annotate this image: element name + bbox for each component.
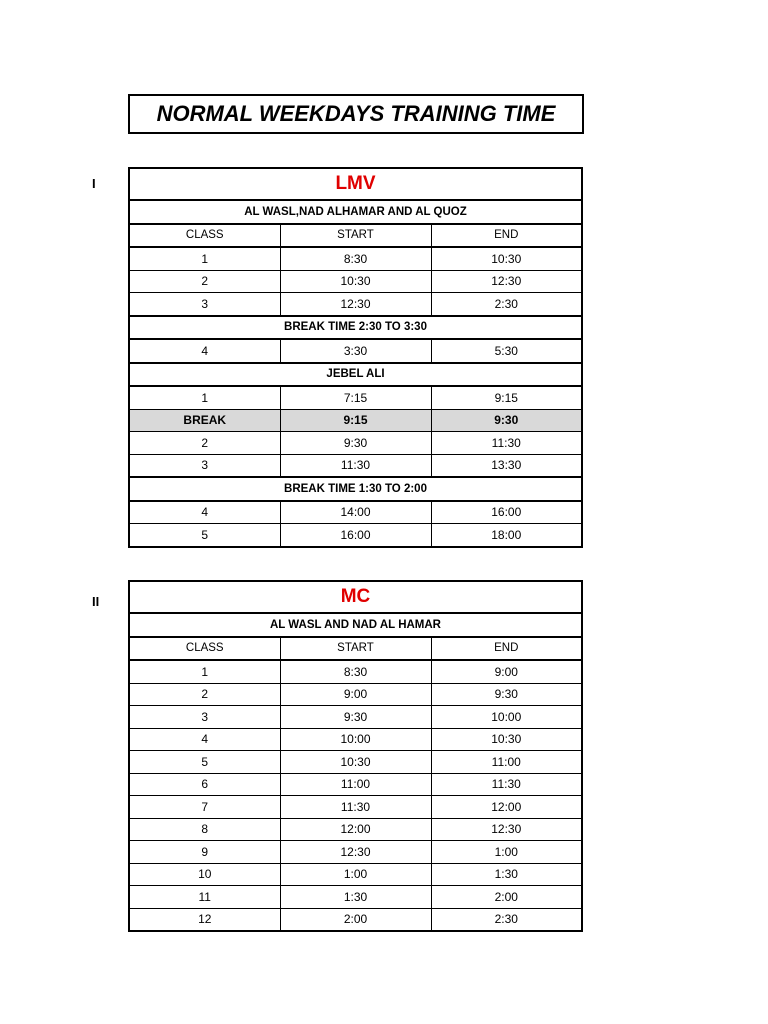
table-row xyxy=(129,863,582,886)
end-time-cell: 11:00 xyxy=(431,751,582,774)
class-cell: 4 xyxy=(129,728,280,751)
table-row xyxy=(129,841,582,864)
end-time-cell: 9:15 xyxy=(431,386,582,409)
start-time-cell: 16:00 xyxy=(280,524,431,547)
class-cell: 1 xyxy=(129,386,280,409)
table-row xyxy=(129,409,582,432)
class-cell: 5 xyxy=(129,524,280,547)
end-time-cell: 1:30 xyxy=(431,863,582,886)
start-time-cell: 11:30 xyxy=(280,796,431,819)
start-time-cell: 9:00 xyxy=(280,683,431,706)
start-time-cell: 9:30 xyxy=(280,432,431,455)
mc-schedule-table xyxy=(128,580,583,932)
start-time-cell: 7:15 xyxy=(280,386,431,409)
start-time-cell: 10:00 xyxy=(280,728,431,751)
end-time-cell: 2:30 xyxy=(431,908,582,931)
end-time-cell: 1:00 xyxy=(431,841,582,864)
location-heading: AL WASL AND NAD AL HAMAR xyxy=(129,613,582,637)
start-time-cell: 8:30 xyxy=(280,247,431,270)
table-row xyxy=(129,501,582,524)
column-header-class: CLASS xyxy=(129,224,280,248)
location-heading: AL WASL,NAD ALHAMAR AND AL QUOZ xyxy=(129,200,582,224)
table-row xyxy=(129,908,582,931)
end-time-cell: 9:30 xyxy=(431,683,582,706)
end-time-cell: 12:00 xyxy=(431,796,582,819)
start-time-cell: 3:30 xyxy=(280,339,431,363)
table-row xyxy=(129,247,582,270)
class-cell: 3 xyxy=(129,293,280,316)
table-row xyxy=(129,524,582,547)
table-row xyxy=(129,818,582,841)
class-cell: 11 xyxy=(129,886,280,909)
class-cell: 2 xyxy=(129,683,280,706)
break-time-note: BREAK TIME 2:30 TO 3:30 xyxy=(129,316,582,340)
break-time-note: BREAK TIME 1:30 TO 2:00 xyxy=(129,477,582,501)
table-row xyxy=(129,339,582,363)
class-cell: 5 xyxy=(129,751,280,774)
table-row xyxy=(129,454,582,477)
section-numeral: II xyxy=(92,594,100,609)
end-time-cell: 10:30 xyxy=(431,728,582,751)
table-row xyxy=(129,773,582,796)
column-header-start: START xyxy=(280,224,431,248)
end-time-cell: 5:30 xyxy=(431,339,582,363)
end-time-cell: 16:00 xyxy=(431,501,582,524)
start-time-cell: 14:00 xyxy=(280,501,431,524)
class-cell: 2 xyxy=(129,270,280,293)
table-row xyxy=(129,432,582,455)
start-time-cell: 9:15 xyxy=(280,409,431,432)
start-time-cell: 10:30 xyxy=(280,751,431,774)
end-time-cell: 11:30 xyxy=(431,773,582,796)
class-cell: 2 xyxy=(129,432,280,455)
table-row xyxy=(129,660,582,683)
start-time-cell: 2:00 xyxy=(280,908,431,931)
section-title: MC xyxy=(129,581,582,613)
start-time-cell: 8:30 xyxy=(280,660,431,683)
column-header-start: START xyxy=(280,637,431,661)
class-cell: 3 xyxy=(129,706,280,729)
end-time-cell: 9:00 xyxy=(431,660,582,683)
class-cell: 1 xyxy=(129,247,280,270)
start-time-cell: 10:30 xyxy=(280,270,431,293)
start-time-cell: 11:30 xyxy=(280,454,431,477)
table-row xyxy=(129,886,582,909)
class-cell: 1 xyxy=(129,660,280,683)
table-row xyxy=(129,293,582,316)
column-header-end: END xyxy=(431,637,582,661)
end-time-cell: 13:30 xyxy=(431,454,582,477)
end-time-cell: 12:30 xyxy=(431,818,582,841)
table-row xyxy=(129,751,582,774)
class-cell: 9 xyxy=(129,841,280,864)
end-time-cell: 10:00 xyxy=(431,706,582,729)
section-title: LMV xyxy=(129,168,582,200)
class-cell: BREAK xyxy=(129,409,280,432)
start-time-cell: 9:30 xyxy=(280,706,431,729)
table-row xyxy=(129,728,582,751)
end-time-cell: 11:30 xyxy=(431,432,582,455)
column-header-class: CLASS xyxy=(129,637,280,661)
start-time-cell: 11:00 xyxy=(280,773,431,796)
end-time-cell: 10:30 xyxy=(431,247,582,270)
section-numeral: I xyxy=(92,176,96,191)
location-heading: JEBEL ALI xyxy=(129,363,582,387)
start-time-cell: 1:00 xyxy=(280,863,431,886)
table-row xyxy=(129,683,582,706)
class-cell: 4 xyxy=(129,501,280,524)
table-row xyxy=(129,706,582,729)
class-cell: 8 xyxy=(129,818,280,841)
lmv-schedule-table xyxy=(128,167,583,548)
class-cell: 12 xyxy=(129,908,280,931)
table-row xyxy=(129,386,582,409)
class-cell: 7 xyxy=(129,796,280,819)
class-cell: 6 xyxy=(129,773,280,796)
start-time-cell: 12:30 xyxy=(280,841,431,864)
column-header-end: END xyxy=(431,224,582,248)
end-time-cell: 12:30 xyxy=(431,270,582,293)
end-time-cell: 2:30 xyxy=(431,293,582,316)
start-time-cell: 1:30 xyxy=(280,886,431,909)
table-row xyxy=(129,270,582,293)
page-title: NORMAL WEEKDAYS TRAINING TIME xyxy=(128,94,584,134)
table-row xyxy=(129,796,582,819)
end-time-cell: 9:30 xyxy=(431,409,582,432)
class-cell: 4 xyxy=(129,339,280,363)
start-time-cell: 12:00 xyxy=(280,818,431,841)
class-cell: 10 xyxy=(129,863,280,886)
end-time-cell: 2:00 xyxy=(431,886,582,909)
end-time-cell: 18:00 xyxy=(431,524,582,547)
class-cell: 3 xyxy=(129,454,280,477)
start-time-cell: 12:30 xyxy=(280,293,431,316)
